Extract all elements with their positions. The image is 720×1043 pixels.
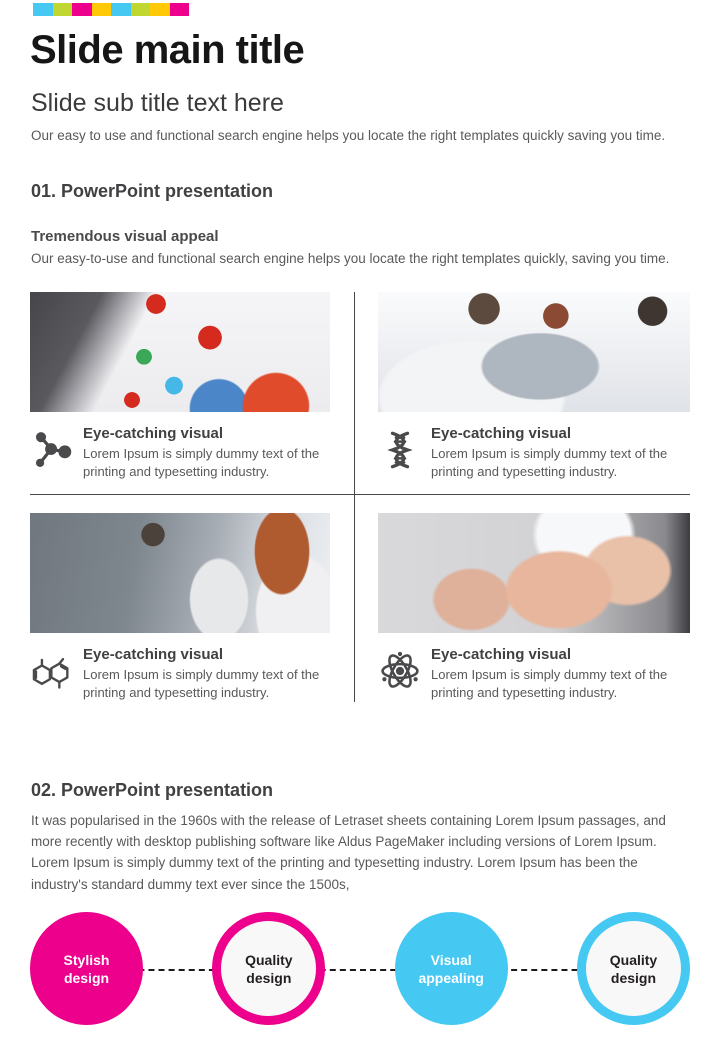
circle-label: Quality design [609, 951, 658, 986]
dashed-connector-line [88, 969, 638, 971]
page-subtitle: Slide sub title text here [31, 89, 284, 117]
vertical-divider [354, 292, 355, 701]
slide-page [0, 3, 720, 1043]
feature-text: Lorem Ipsum is simply dummy text of the printing and typesetting industry. [431, 446, 668, 479]
horizontal-divider [30, 494, 690, 495]
photo-applause [378, 513, 690, 633]
feature-caption [378, 425, 690, 480]
brand-color-stripe [33, 3, 189, 16]
feature-cell [378, 513, 690, 701]
photo-lab-equipment [30, 292, 330, 412]
stripe-segment [150, 3, 170, 16]
feature-title: Eye-catching visual [431, 646, 572, 664]
dna-icon [378, 425, 422, 472]
circle-quality-design-cyan [577, 912, 690, 1025]
section-01-heading: 01. PowerPoint presentation [31, 181, 274, 202]
photo-chemical-formulas [30, 513, 330, 633]
stripe-segment [92, 3, 112, 16]
circle-label: Quality design [245, 951, 293, 986]
feature-text: Lorem Ipsum is simply dummy text of the printing and typesetting industry. [83, 446, 320, 479]
circle-label: Visual appealing [418, 951, 484, 986]
feature-title: Eye-catching visual [83, 425, 224, 443]
feature-cell [378, 292, 690, 480]
atom-icon [378, 646, 422, 693]
feature-text: Lorem Ipsum is simply dummy text of the printing and typesetting industry. [431, 667, 668, 701]
section-01-subheading: Tremendous visual appeal [31, 228, 219, 246]
stripe-segment [72, 3, 92, 16]
feature-grid [30, 292, 690, 701]
feature-cell [30, 513, 330, 701]
page-title: Slide main title [30, 28, 305, 72]
stripe-segment [53, 3, 73, 16]
molecule-icon [30, 425, 74, 472]
stripe-segment [111, 3, 131, 16]
circle-visual-appealing [395, 912, 508, 1025]
circle-diagram [30, 907, 690, 1031]
stripe-segment [33, 3, 53, 16]
circle-label: Stylish design [63, 951, 110, 986]
stripe-segment [131, 3, 151, 16]
section-01-body: Our easy-to-use and functional search engine helps you locate the right templates quickly, saving you time. [31, 251, 670, 267]
feature-caption [30, 646, 330, 701]
intro-text: Our easy to use and functional search engine helps you locate the right templates quickly saving you time. [31, 127, 666, 143]
stripe-segment [170, 3, 190, 16]
circle-quality-design-magenta [212, 912, 325, 1025]
photo-scientists-microscopes [378, 292, 690, 412]
section-02-body: It was popularised in the 1960s with the release of Letraset sheets containing Lorem Ipsum passages, and more recently with desktop publishing software like Aldus PageMaker including versions of Lorem Ipsum. Lorem Ipsum is simply dummy text of the printing and typesetting industry. Lorem Ipsum has been the industry's standard dummy text ever since the 1500s, [31, 812, 666, 892]
feature-caption [30, 425, 330, 480]
circle-stylish-design [30, 912, 143, 1025]
feature-text: Lorem Ipsum is simply dummy text of the printing and typesetting industry. [83, 667, 320, 701]
feature-title: Eye-catching visual [83, 646, 224, 664]
feature-caption [378, 646, 690, 701]
feature-title: Eye-catching visual [431, 425, 572, 443]
section-02-heading: 02. PowerPoint presentation [31, 779, 274, 800]
feature-cell [30, 292, 330, 480]
benzene-icon [30, 646, 74, 693]
